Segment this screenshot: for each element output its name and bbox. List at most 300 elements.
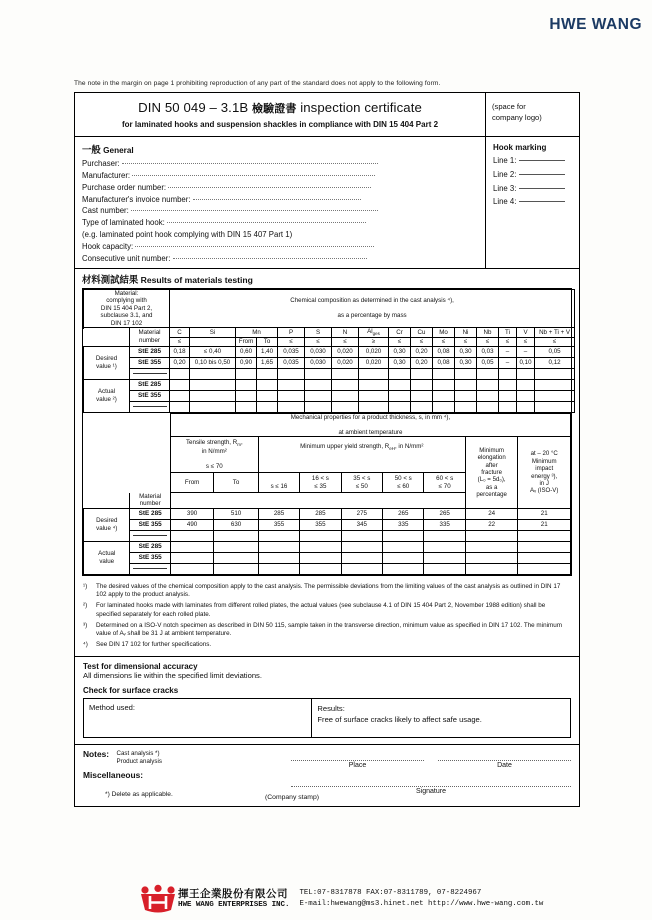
chem-value-cell: 0,05 [535, 346, 575, 357]
chem-col-mn-to: To [257, 338, 278, 347]
notes-product-analysis[interactable]: Product analysis [116, 757, 162, 765]
mech-value-cell[interactable] [170, 541, 213, 552]
material-number-cell[interactable]: StE 285 [130, 541, 170, 552]
chem-value-cell: 0,08 [433, 357, 455, 368]
hook-marking-line-input[interactable] [519, 174, 565, 175]
chem-value-cell[interactable] [477, 390, 499, 401]
chem-value-cell: 0,30 [455, 357, 477, 368]
chem-col-header-Si: Si [190, 328, 236, 338]
mech-spacer-cell [84, 493, 130, 509]
chem-value-cell: 1,65 [257, 357, 278, 368]
mech-value-cell: 335 [383, 519, 424, 530]
hook-marking-line-input[interactable] [519, 160, 565, 161]
chem-value-cell[interactable] [190, 379, 236, 390]
general-field-label: Manufacturer: [82, 170, 131, 180]
mech-value-cell[interactable] [383, 563, 424, 574]
mech-value-cell[interactable] [518, 563, 571, 574]
hook-marking-lines [493, 157, 572, 206]
chem-value-cell[interactable] [535, 379, 575, 390]
chem-desired-row [84, 368, 575, 379]
general-field-a-2[interactable] [82, 182, 478, 194]
chem-actual-row [84, 390, 575, 401]
mech-value-cell: 355 [300, 519, 341, 530]
chem-value-cell[interactable] [332, 401, 359, 412]
chem-col-header-Cu: Cu [411, 328, 433, 338]
mech-value-cell[interactable] [383, 530, 424, 541]
chem-actual-row [84, 401, 575, 412]
hwe-wang-logo-icon [138, 884, 178, 914]
dimensional-text: All dimensions lie within the specified limit deviations. [83, 671, 262, 681]
footnote-3 [83, 622, 571, 639]
chem-value-cell[interactable] [170, 401, 190, 412]
tensile-to-header: To [214, 473, 258, 493]
actual-value-label: Actual value ²) [84, 379, 130, 412]
mech-value-cell[interactable] [465, 530, 518, 541]
mech-value-cell[interactable] [341, 552, 382, 563]
chem-col-header-Cr: Cr [389, 328, 411, 338]
chem-value-cell[interactable] [170, 368, 190, 379]
chem-value-cell[interactable] [455, 379, 477, 390]
footnotes [75, 580, 579, 656]
mech-value-cell: 22 [465, 519, 518, 530]
chem-value-cell: 0,30 [389, 346, 411, 357]
chem-value-cell[interactable] [455, 368, 477, 379]
chem-value-cell[interactable] [535, 401, 575, 412]
chem-value-cell[interactable] [278, 368, 305, 379]
form-subtitle: for laminated hooks and suspension shackles in compliance with DIN 15 404 Part 2 [121, 120, 439, 129]
results-heading [75, 269, 579, 288]
chem-value-cell[interactable] [359, 401, 389, 412]
chem-value-cell: 0,020 [359, 346, 389, 357]
mech-value-cell[interactable] [424, 563, 465, 574]
chem-actual-row [84, 379, 575, 390]
mech-value-cell[interactable] [424, 541, 465, 552]
general-field-a-0[interactable] [82, 158, 478, 170]
mech-desired-row [84, 530, 571, 541]
footnote-number: ⁴) [83, 641, 88, 649]
footnote-text: For laminated hooks made with laminates from different rolled plates, the actual values (see subclause 4.1 of DIN 15 404 Part 2, November 1988 edition) shall be specified separately for each rolled plate. [96, 602, 546, 618]
tensile-from-header: From [170, 473, 213, 493]
chem-value-cell: 0,10 bis 0,50 [190, 357, 236, 368]
chem-value-cell: 0,10 [517, 357, 535, 368]
chem-value-cell: 0,05 [477, 357, 499, 368]
general-field-input[interactable] [122, 163, 378, 164]
mech-value-cell[interactable] [214, 563, 258, 574]
chem-value-cell[interactable] [190, 390, 236, 401]
chem-col-op: ≤ [170, 338, 190, 347]
chem-value-cell[interactable] [305, 401, 332, 412]
material-number-cell[interactable]: StE 285 [130, 379, 170, 390]
mech-value-cell[interactable] [383, 552, 424, 563]
general-field-input[interactable] [135, 246, 373, 247]
mech-actual-row [84, 541, 571, 552]
mech-value-cell[interactable] [170, 530, 213, 541]
chem-value-cell[interactable] [332, 390, 359, 401]
mech-value-cell: 285 [300, 508, 341, 519]
chem-value-cell[interactable] [433, 401, 455, 412]
mech-actual-row [84, 552, 571, 563]
mech-value-cell[interactable] [170, 563, 213, 574]
chem-value-cell[interactable] [389, 368, 411, 379]
mech-value-cell[interactable] [300, 552, 341, 563]
chem-value-cell: – [517, 346, 535, 357]
general-heading-cn: 一般 [82, 144, 101, 155]
chem-value-cell: – [499, 357, 517, 368]
material-number-cell[interactable]: StE 355 [130, 552, 170, 563]
general-field-label: Cast number: [82, 206, 129, 216]
form-title [81, 100, 479, 116]
general-field-list-2 [82, 241, 478, 265]
mech-value-cell[interactable] [258, 541, 299, 552]
general-field-input[interactable] [193, 199, 361, 200]
chem-value-cell[interactable] [499, 401, 517, 412]
material-number-cell[interactable]: StE 355 [130, 357, 170, 368]
chem-value-cell[interactable] [236, 379, 257, 390]
hook-marking-line-input[interactable] [519, 188, 565, 189]
place-label: Place [348, 762, 367, 770]
mech-value-cell[interactable] [341, 563, 382, 574]
surface-cracks-box [83, 698, 571, 738]
footnote-number: ²) [83, 602, 88, 610]
chem-value-cell[interactable] [433, 368, 455, 379]
footer-contact [289, 888, 543, 909]
notes-cast-analysis[interactable]: Cast analysis *) [116, 750, 160, 758]
chem-value-cell[interactable] [477, 401, 499, 412]
footer-company-cn: 揮王企業股份有限公司 [178, 887, 288, 900]
general-field-a-3[interactable] [82, 194, 478, 206]
mech-value-cell[interactable] [214, 541, 258, 552]
chem-value-cell[interactable] [535, 390, 575, 401]
mech-value-cell[interactable] [465, 563, 518, 574]
general-field-input[interactable] [168, 187, 371, 188]
form-title-prefix: DIN 50 049 – 3.1B [138, 100, 249, 115]
signature-field[interactable] [291, 777, 571, 795]
results-cell [312, 699, 570, 737]
general-field-input[interactable] [173, 258, 367, 259]
method-used-label: Method used: [89, 703, 136, 713]
material-number-header: Material number [130, 328, 170, 346]
chem-value-cell[interactable] [170, 390, 190, 401]
desired-value-label-mech: Desired value ⁴) [84, 508, 130, 541]
chem-value-cell[interactable] [499, 390, 517, 401]
chem-value-cell[interactable] [535, 368, 575, 379]
chem-value-cell: 0,18 [170, 346, 190, 357]
chem-value-cell[interactable] [411, 379, 433, 390]
chem-header-row-3 [84, 328, 575, 338]
chem-value-cell[interactable] [257, 390, 278, 401]
hook-marking-title: Hook marking [493, 143, 547, 152]
date-field[interactable] [438, 751, 571, 769]
chem-value-cell[interactable] [257, 368, 278, 379]
general-section [75, 137, 579, 269]
chem-value-cell[interactable] [411, 368, 433, 379]
chem-value-cell: 0,12 [535, 357, 575, 368]
chem-col-op: ≤ [411, 338, 433, 347]
mech-value-cell[interactable] [214, 530, 258, 541]
mech-value-cell[interactable] [258, 552, 299, 563]
mech-value-cell[interactable] [341, 530, 382, 541]
material-number-cell[interactable] [130, 368, 170, 379]
chem-value-cell: 0,020 [332, 357, 359, 368]
chem-col-header-Ni: Ni [455, 328, 477, 338]
impact-energy-header: at – 20 °C Minimum impact energy ³), in J Aᵥ (ISO-V) [518, 437, 571, 509]
minimum-elongation-header: Minimum elongation after fracture (L₀ = 5d₀), as a percentage [465, 437, 518, 509]
company-stamp-label: (Company stamp) [265, 794, 320, 802]
chem-value-cell[interactable] [190, 368, 236, 379]
chem-value-cell: 0,020 [332, 346, 359, 357]
chem-value-cell: 0,030 [305, 346, 332, 357]
mech-value-cell[interactable] [424, 530, 465, 541]
materials-tables [75, 288, 579, 576]
results-heading-en: Results of materials testing [140, 274, 253, 285]
general-field-input[interactable] [132, 175, 375, 176]
mech-value-cell: 275 [341, 508, 382, 519]
chem-value-cell[interactable] [305, 379, 332, 390]
hook-marking-line-3[interactable] [493, 185, 572, 193]
chem-col-op: ≤ [517, 338, 535, 347]
chem-col-op: ≤ [433, 338, 455, 347]
chem-value-cell[interactable] [433, 379, 455, 390]
footnote-number: ¹) [83, 582, 88, 590]
general-fields [75, 137, 485, 268]
general-field-input[interactable] [131, 210, 378, 211]
chem-col-mn-from: From [236, 338, 257, 347]
notes-section [75, 744, 579, 806]
mech-value-cell[interactable] [258, 530, 299, 541]
mech-value-cell[interactable] [383, 541, 424, 552]
material-number-cell[interactable] [130, 401, 170, 412]
chem-value-cell[interactable] [411, 390, 433, 401]
footnote-text: See DIN 17 102 for further specifications. [96, 641, 212, 649]
chem-col-header-Mn: Mn [236, 328, 278, 338]
chemical-composition-band-title: Chemical composition as determined in the cast analysis ⁴), as a percentage by mass [170, 289, 575, 328]
chem-col-header-Ti: Ti [499, 328, 517, 338]
chem-value-cell: 0,90 [236, 357, 257, 368]
chem-value-cell[interactable] [236, 368, 257, 379]
mech-value-cell[interactable] [300, 530, 341, 541]
chem-value-cell[interactable] [517, 368, 535, 379]
footnote-text: Determined on a ISO-V notch specimen as described in DIN 50 115, sample taken in the transverse direction, minimum value as specified in DIN 17 102. The minimum value of Aᵥ shall be 31 J at ambient temperature. [96, 621, 562, 638]
mech-value-cell: 285 [258, 508, 299, 519]
mechanical-properties-table [83, 413, 571, 575]
surface-heading: Check for surface cracks [83, 686, 179, 696]
chem-col-op: ≤ [305, 338, 332, 347]
mech-spacer-cell-2 [170, 493, 570, 509]
chem-value-cell[interactable] [455, 390, 477, 401]
material-number-cell[interactable]: StE 355 [130, 519, 170, 530]
chem-value-cell[interactable] [170, 379, 190, 390]
chem-col-header-N: N [332, 328, 359, 338]
thickness-range-header-1: s ≤ 16 [258, 473, 299, 493]
chem-value-cell[interactable] [236, 390, 257, 401]
general-field-input[interactable] [167, 222, 366, 223]
chem-value-cell[interactable] [389, 390, 411, 401]
chem-value-cell[interactable] [477, 368, 499, 379]
material-number-cell[interactable] [130, 530, 170, 541]
mech-value-cell[interactable] [424, 552, 465, 563]
lower-sections [75, 656, 579, 744]
form-title-block [75, 93, 485, 136]
footer-company-names [178, 888, 289, 911]
chem-value-cell[interactable] [278, 390, 305, 401]
chem-value-cell: 0,035 [278, 357, 305, 368]
general-field-b-1[interactable] [82, 253, 478, 265]
general-field-a-5[interactable] [82, 217, 478, 229]
chem-spacer-cell [84, 338, 130, 347]
chem-value-cell[interactable] [517, 390, 535, 401]
chem-col-header-V: V [517, 328, 535, 338]
chem-value-cell[interactable] [477, 379, 499, 390]
footer-contact-line2: E-mail:hwewang@ms3.hinet.net http://www.hwe-wang.com.tw [299, 900, 544, 908]
chem-value-cell[interactable] [236, 401, 257, 412]
thickness-range-header-2: 16 < s ≤ 35 [300, 473, 341, 493]
footnote-1 [83, 583, 571, 600]
material-number-cell[interactable]: StE 285 [130, 346, 170, 357]
chem-value-cell[interactable] [517, 401, 535, 412]
mech-value-cell[interactable] [518, 552, 571, 563]
chem-header-row-1 [84, 289, 575, 328]
thickness-range-header-4: 50 < s ≤ 60 [383, 473, 424, 493]
chem-value-cell[interactable] [278, 379, 305, 390]
general-field-a-4[interactable] [82, 205, 478, 217]
place-field[interactable] [291, 751, 424, 769]
dimensional-heading: Test for dimensional accuracy [83, 662, 198, 672]
brand-bar [0, 0, 652, 48]
mech-value-cell[interactable] [214, 552, 258, 563]
hook-marking-line-2[interactable] [493, 171, 572, 179]
chem-value-cell[interactable] [305, 390, 332, 401]
date-line [438, 751, 571, 761]
hook-marking-line-1[interactable] [493, 157, 572, 165]
actual-value-label-mech: Actual value [84, 541, 130, 574]
logo-space-line1: (space for [492, 102, 526, 111]
footnote-text: The desired values of the chemical composition apply to the cast analysis. The permissible deviations from the limiting values of the cast analysis as outlined in DIN 17 102 apply to the product analysis. [96, 582, 561, 599]
chem-value-cell[interactable] [359, 379, 389, 390]
general-field-label: Purchaser: [82, 159, 120, 168]
chem-value-cell: 0,60 [236, 346, 257, 357]
chem-value-cell: 0,020 [359, 357, 389, 368]
mech-value-cell[interactable] [465, 552, 518, 563]
chem-value-cell[interactable] [389, 379, 411, 390]
mech-value-cell: 345 [341, 519, 382, 530]
place-line [291, 751, 424, 761]
desired-value-label: Desired value ¹) [84, 346, 130, 379]
mech-value-cell[interactable] [300, 563, 341, 574]
chem-value-cell[interactable] [332, 368, 359, 379]
chem-value-cell[interactable] [517, 379, 535, 390]
footnote-4 [83, 641, 571, 649]
mech-value-cell[interactable] [465, 541, 518, 552]
hook-marking-line-4[interactable] [493, 198, 572, 206]
mech-corner-cell [84, 413, 171, 493]
general-field-label: Hook capacity: [82, 241, 134, 251]
chem-col-op: ≤ [535, 338, 575, 347]
thickness-range-header-3: 35 < s ≤ 50 [341, 473, 382, 493]
mech-value-cell: 21 [518, 519, 571, 530]
miscellaneous-label: Miscellaneous: [83, 770, 144, 781]
chem-value-cell: 0,035 [278, 346, 305, 357]
chemical-composition-table [83, 289, 575, 413]
chem-value-cell[interactable] [455, 401, 477, 412]
chem-col-op: ≤ [477, 338, 499, 347]
chem-value-cell[interactable] [499, 368, 517, 379]
general-field-list [82, 158, 478, 229]
mech-value-cell[interactable] [170, 552, 213, 563]
notes-label: Notes: [83, 749, 110, 760]
signature-label: Signature [416, 788, 446, 796]
chem-value-cell: – [499, 346, 517, 357]
chem-value-cell[interactable] [433, 390, 455, 401]
chem-value-cell[interactable] [257, 401, 278, 412]
page-footer [0, 884, 652, 914]
yield-strength-header: Minimum upper yield strength, $R_{eH}$, in N/mm² [258, 437, 465, 473]
mech-value-cell[interactable] [258, 563, 299, 574]
general-field-a-1[interactable] [82, 170, 478, 182]
chem-value-cell[interactable] [305, 368, 332, 379]
chem-value-cell[interactable] [389, 401, 411, 412]
chem-value-cell: ≤ 0,40 [190, 346, 236, 357]
chem-value-cell[interactable] [278, 401, 305, 412]
mech-value-cell[interactable] [518, 541, 571, 552]
footnote-number: ³) [83, 621, 88, 629]
delete-as-applicable-note: *) Delete as applicable. [105, 791, 173, 799]
material-number-cell[interactable] [130, 563, 170, 574]
chem-value-cell: 0,08 [433, 346, 455, 357]
general-field-b-0[interactable] [82, 241, 478, 253]
chem-value-cell[interactable] [411, 401, 433, 412]
form-title-suffix: inspection certificate [300, 100, 422, 115]
mech-value-cell[interactable] [300, 541, 341, 552]
signature-line [291, 777, 571, 787]
mech-value-cell: 630 [214, 519, 258, 530]
mech-value-cell: 21 [518, 508, 571, 519]
mech-value-cell: 265 [383, 508, 424, 519]
hook-marking-section [485, 137, 579, 268]
chem-value-cell[interactable] [332, 379, 359, 390]
general-heading-en: General [103, 146, 134, 155]
material-number-cell[interactable]: StE 285 [130, 508, 170, 519]
mech-value-cell[interactable] [341, 541, 382, 552]
company-logo-space [485, 93, 579, 136]
material-number-header-mech: Material number [130, 493, 170, 509]
hook-marking-line-input[interactable] [519, 201, 565, 202]
brand-title: HWE WANG [549, 16, 642, 33]
chem-value-cell[interactable] [257, 379, 278, 390]
chem-value-cell[interactable] [359, 390, 389, 401]
mech-desired-row [84, 519, 571, 530]
thickness-range-header-5: 60 < s ≤ 70 [424, 473, 465, 493]
chem-value-cell[interactable] [499, 379, 517, 390]
tensile-strength-header: Tensile strength, $R_m$, in N/mm² s ≤ 70 [170, 437, 258, 473]
chem-value-cell: 0,30 [455, 346, 477, 357]
material-number-cell[interactable]: StE 355 [130, 390, 170, 401]
chem-value-cell: 0,20 [170, 357, 190, 368]
chem-value-cell[interactable] [359, 368, 389, 379]
chem-col-op: ≤ [278, 338, 305, 347]
notes-analysis-options [114, 749, 162, 766]
general-field-label: Consecutive unit number: [82, 253, 171, 263]
footnote-2 [83, 602, 571, 619]
hook-marking-line-label: Line 1: [493, 156, 517, 165]
mech-value-cell[interactable] [518, 530, 571, 541]
margin-note: The note in the margin on page 1 prohibiting reproduction of any part of the standard does not apply to the following form. [74, 80, 441, 87]
chem-value-cell[interactable] [190, 401, 236, 412]
chem-col-header-Mo: Mo [433, 328, 455, 338]
logo-space-line2: company logo) [492, 113, 542, 122]
results-text: Free of surface cracks likely to affect safe usage. [317, 715, 482, 725]
general-field-label: Purchase order number: [82, 182, 167, 192]
method-used-cell[interactable] [84, 699, 312, 737]
